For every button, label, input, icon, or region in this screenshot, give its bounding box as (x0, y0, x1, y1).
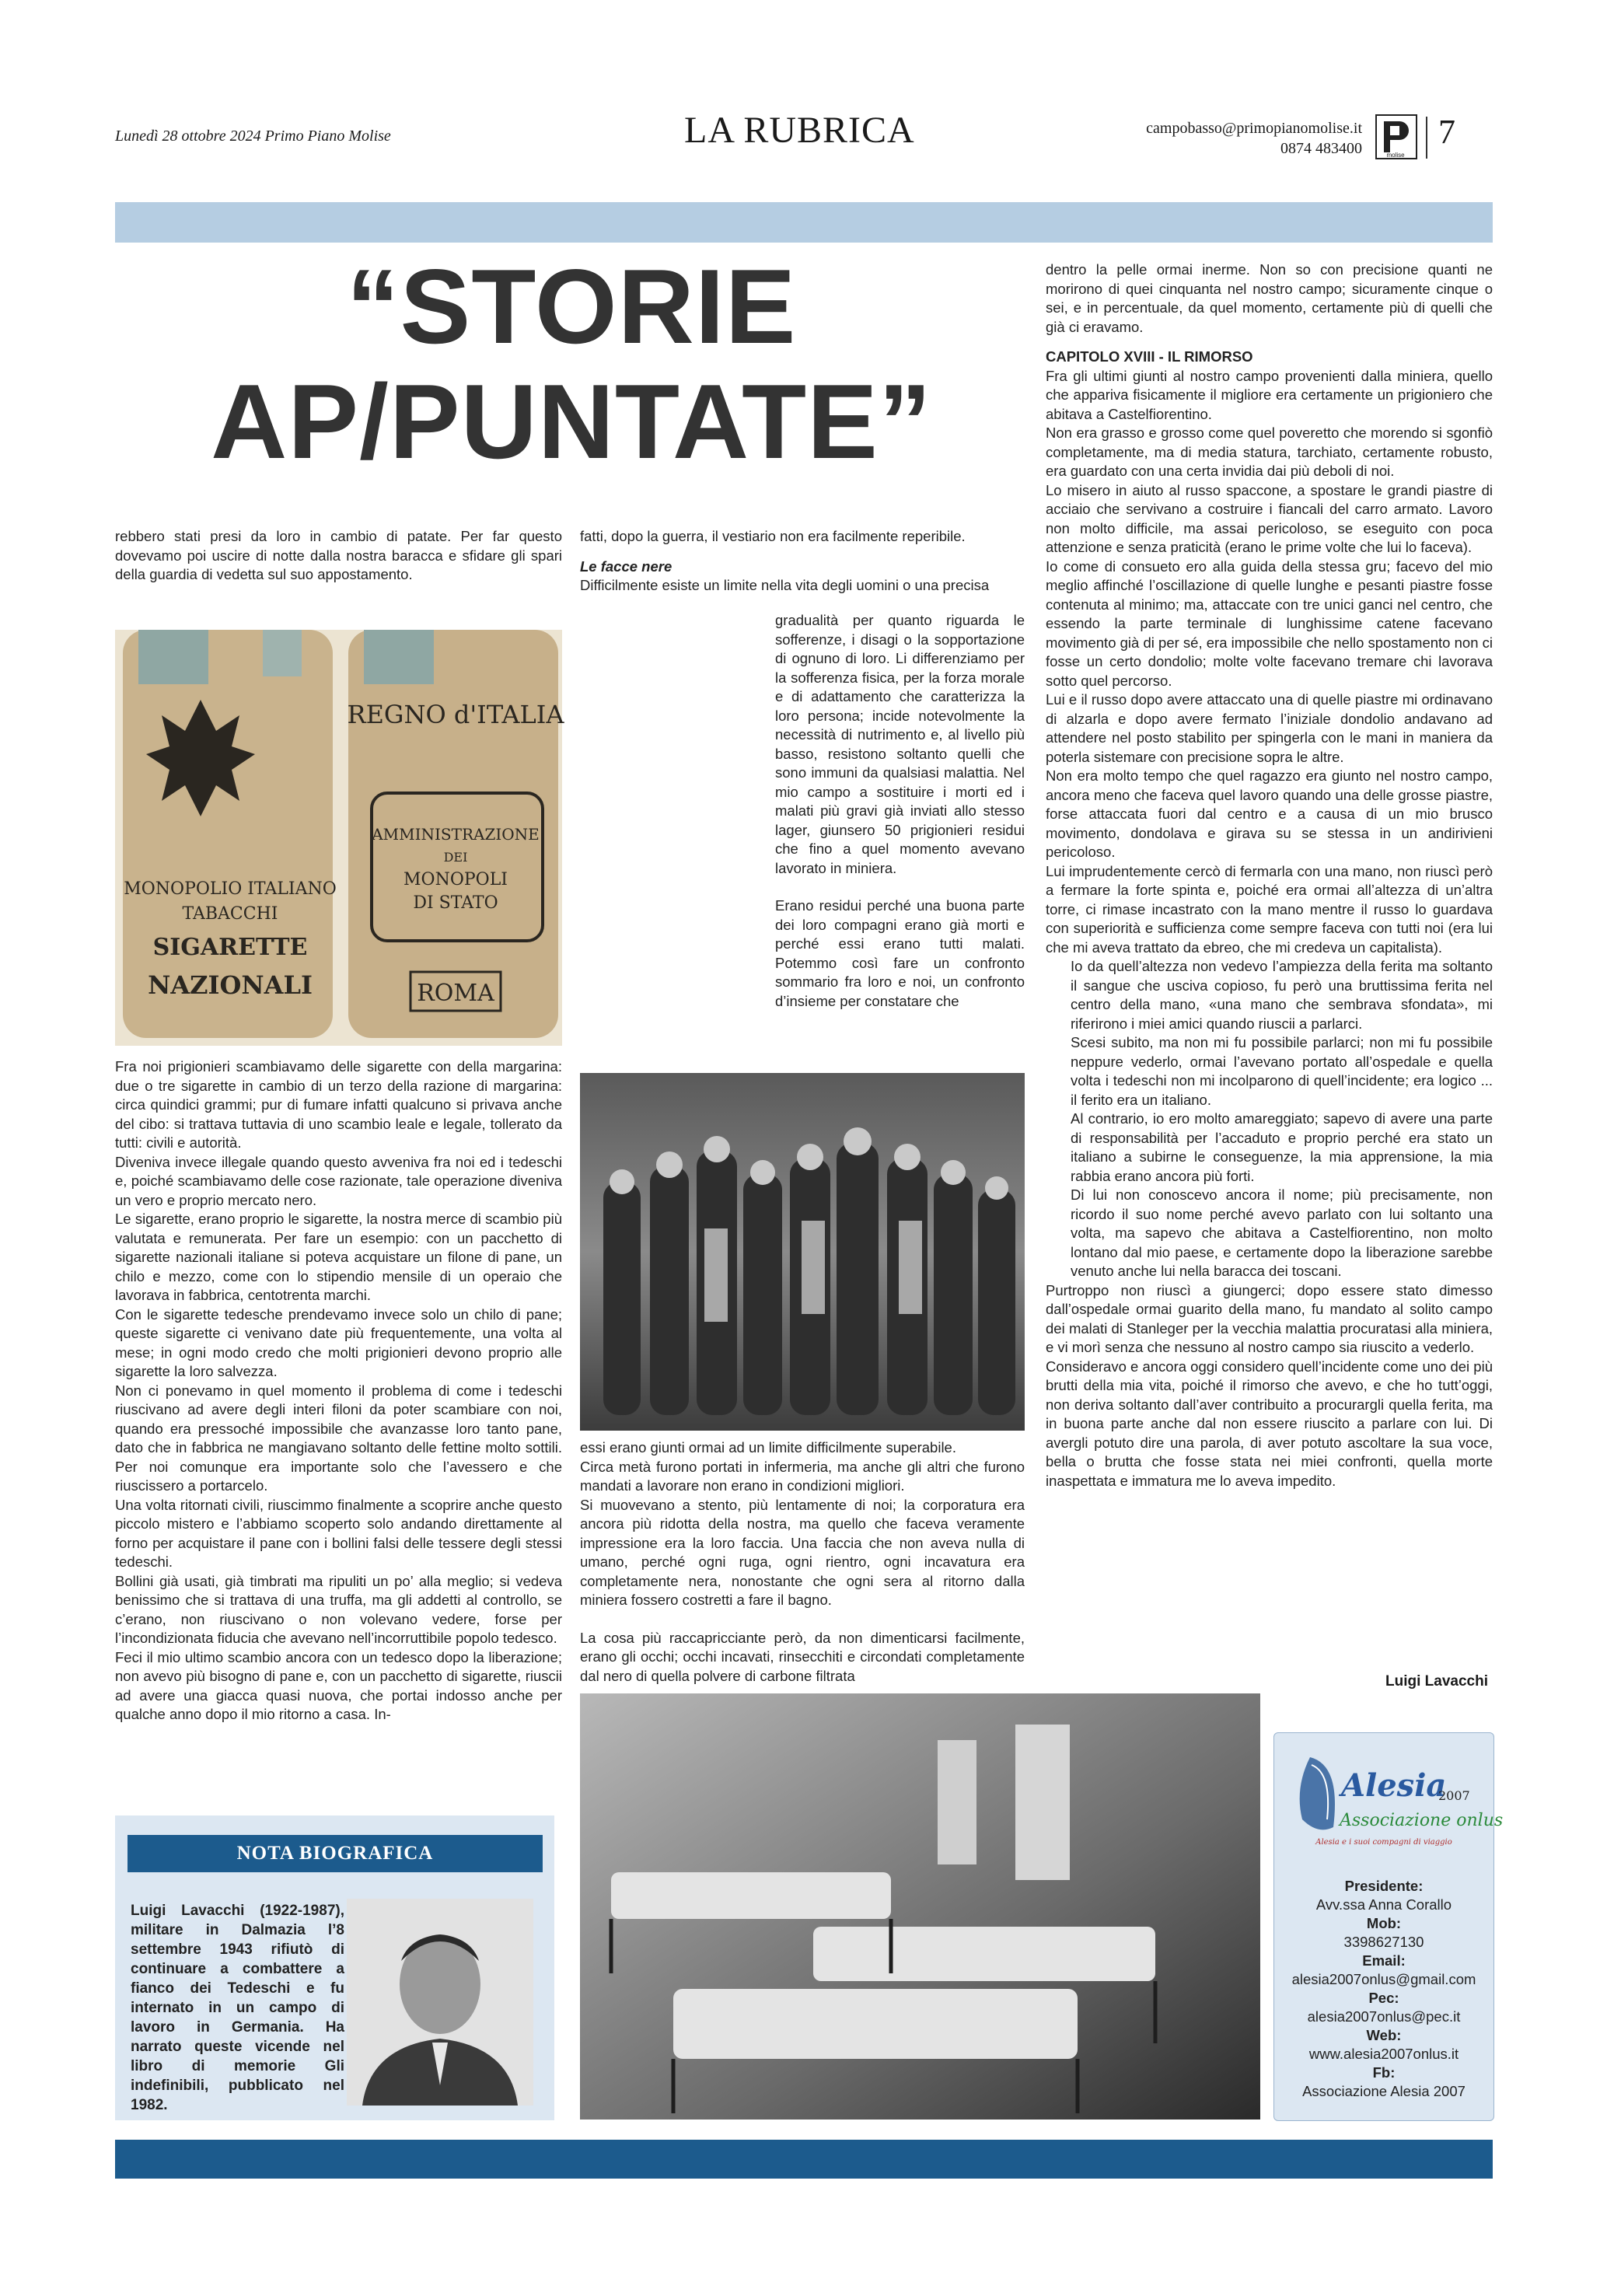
title-line-2: AP/PUNTATE” (211, 362, 932, 481)
pack-label-amm3: MONOPOLI (403, 870, 508, 889)
alesia-logo (1287, 1742, 1504, 1866)
paragraph: dentro la pelle ormai inerme. Non so con precisione quanti ne morirono di quei cinquanta nel nostro campo; sicuramente cinque o sei, e in percentuale, da quel momento, certamente più di quelli che già ci eravamo. (1046, 261, 1493, 335)
column-1-top (115, 527, 562, 585)
pack-label-amm2: DEI (443, 850, 468, 865)
presidente-value: Avv.ssa Anna Corallo (1315, 1896, 1452, 1913)
bottom-color-band (115, 2140, 1493, 2179)
paragraph: Non ci ponevamo in quel momento il problema di come i tedeschi riuscivano ad avere degli interi filoni da poter scambiare con noi, quando era pressoché impossibile che avanzasse loro tanto pane, dato che in fabbrica ne mangiavano soltanto delle fettine molto sottili. Per noi comunque era importante solo che l’avessero e che riuscissero a portarcelo. (115, 1382, 562, 1494)
paragraph: Io da quell’altezza non vedevo l’ampiezza della ferita ma soltanto il sangue che usciva copioso, fu però una bruttissima ferita nel centro della mano, «una mano che sembrava sfondata», mi riferirono i miei amici quando riuscii a parlarci. (1071, 958, 1493, 1032)
paragraph: Lo misero in aiuto al russo spaccone, a spostare le grandi piastre di acciaio che servivano a costruire i fiancali del carro armato. Lavoro non molto difficile, ma assai pericoloso, se eseguito con poca attenzione e senza praticità (erano le prime volte che lui lo faceva). (1046, 481, 1493, 555)
cigarette-packs-photo (115, 630, 562, 1046)
prisoners-photo (580, 1073, 1025, 1431)
header-phone: 0874 483400 (1280, 140, 1362, 157)
mob-label: Mob: (1366, 1915, 1402, 1931)
author-signature: Luigi Lavacchi (1385, 1673, 1488, 1690)
column-2-bottom (580, 1438, 1025, 1686)
pack-label-tabacchi: TABACCHI (182, 904, 278, 924)
paragraph: Fra noi prigionieri scambiavamo delle sigarette con della margarina: due o tre sigarette in cambio di un terzo della razione di margarina: circa quindici grammi; pur di fumare infatti qualcuno si privava anche del cibo: si trattava tuttavia di uno scambio leale e legale, tollerato da tutti: civili e autorità. (115, 1058, 562, 1151)
paragraph: gradualità per quanto riguarda le sofferenze, i disagi o la sopportazione di ognuno di loro. Li differenziamo per la sofferenza fisica, per la forza morale e di adattamento che caratterizza la loro persona; incide notevolmente la necessità di nutrimento e, al livello più basso, resistono soltanto quelli che sono immuni da qualsiasi malattia. Nel mio campo a sostituire i morti ed i malati più gravi già inviati allo stesso lager, giunsero 50 prigionieri residui che fino a quel momento avevano lavorato in miniera. (775, 612, 1025, 876)
web-label: Web: (1366, 2027, 1402, 2043)
paragraph: Non era grasso e grosso come quel poveretto che morendo si sgonfiò completamente, ma di media statura, tarchiato, certamente robusto, era guardato con una certa invidia dai più deboli di noi. (1046, 425, 1493, 479)
fb-value[interactable]: Associazione Alesia 2007 (1302, 2083, 1466, 2099)
paragraph: Lui e il russo dopo avere attaccato una di quelle piastre mi ordinavano di alzarla e dopo avere fermato l’iniziale dondolio andavano ad attendere nel posto stabilito per spingerla con le mani in maniera da poterla sistemare con precisione sopra le altre. (1046, 691, 1493, 765)
bio-text: Luigi Lavacchi (1922-1987), militare in Dalmazia l’8 settembre 1943 rifiutò di continuare a combattere a fianco dei Tedeschi e fu internato in un campo di lavoro in Germania. Ha narrato queste vicende nel libro di memorie Gli indefinibili, pubblicato nel 1982. (131, 1903, 344, 2113)
paragraph: Si muovevano a stento, più lentamente di noi; la corporatura era ancora più ridotta della nostra, ma quello che faceva veramente impressione era la loro faccia. Una faccia che non aveva nulla di umano, perché ogni ruga, ogni rientro, ogni incavatura era completamente nera, nonostante che ogni sera al ritorno dalla miniera fossero costretti a fare il bagno. (580, 1496, 1025, 1608)
fb-label: Fb: (1372, 2064, 1396, 2081)
section-title: LA RUBRICA (684, 110, 915, 151)
web-value[interactable]: www.alesia2007onlus.it (1308, 2046, 1459, 2062)
chapter-heading: CAPITOLO XVIII - IL RIMORSO (1046, 348, 1253, 365)
pack-label-regno: REGNO d'ITALIA (347, 700, 564, 729)
paragraph: Scesi subito, ma non mi fu possibile parlarci; non mi fu possibile neppure vederlo, ormai l’avevano portato all’ospedale e quella volta i tedeschi non mi incolparono di quell’incidente; era logico ... il ferito era un italiano. (1071, 1034, 1493, 1108)
pec-value[interactable]: alesia2007onlus@pec.it (1307, 2008, 1461, 2025)
alesia-logo-name: Alesia (1341, 1767, 1447, 1804)
pack-label-roma: ROMA (417, 980, 494, 1007)
eagle-emblem-icon (146, 700, 255, 816)
paragraph: Al contrario, io ero molto amareggiato; sapevo di avere una parte di responsabilità per l’accaduto e proprio perché era stato un italiano a subirne le conseguenze, la mia apprensione, la mia rabbia erano ancora più forti. (1071, 1110, 1493, 1184)
article-title (117, 249, 1026, 479)
logo-text: molise (1386, 152, 1405, 159)
header-contacts (1120, 118, 1362, 159)
header-date-publication: Lunedì 28 ottobre 2024 Primo Piano Molise (115, 128, 391, 145)
alesia-logo-sub: Associazione onlus (1340, 1811, 1504, 1830)
top-color-band (115, 202, 1493, 243)
pack-label-monopolio: MONOPOLIO ITALIANO (124, 879, 337, 899)
paragraph: Circa metà furono portati in infermeria, ma anche gli altri che furono mandati a lavorare non erano in condizioni migliori. (580, 1458, 1025, 1494)
paragraph: La cosa più raccapricciante però, da non dimenticarsi facilmente, erano gli occhi; occhi incavati, rinsecchiti e circondati completamente dal nero di quella polvere di carbone filtrata (580, 1629, 1025, 1684)
alesia-contacts (1275, 1877, 1493, 2101)
email-value[interactable]: alesia2007onlus@gmail.com (1291, 1971, 1476, 1987)
paragraph: Le sigarette, erano proprio le sigarette, la nostra merce di scambio più valutata e remunerata. Per fare un esempio: con un pacchetto di sigarette nazionali italiane si poteva acquistare un filone di pane, un chilo e mezzo, come con lo stipendio mensile di un operaio che lavorava in fabbrica, centotrenta marchi. (115, 1211, 562, 1303)
pec-label: Pec: (1368, 1990, 1399, 2006)
newspaper-logo-icon (1375, 114, 1418, 160)
page-number: 7 (1438, 113, 1455, 151)
alesia-logo-tagline: Alesia e i suoi compagni di viaggio (1315, 1838, 1452, 1847)
pack-label-nazionali: NAZIONALI (148, 970, 313, 1000)
paragraph: Con le sigarette tedesche prendevamo invece solo un chilo di pane; queste sigarette ci venivano date più frequentemente, una volta al mese; in ogni modo credo che molti prigionieri devono proprio alle sigarette la loro salvezza. (115, 1305, 562, 1379)
column-2-narrow (775, 611, 1025, 1011)
column-3 (1046, 260, 1493, 1490)
header-email[interactable]: campobasso@primopianomolise.it (1146, 120, 1362, 137)
paragraph: Purtroppo non riuscì a giungerci; dopo essere stato dimesso dall’ospedale ormai guarito della mano, fu mandato al solito campo dei malati di Stanleger per la vecchia malattia procuratasi alla miniera, e vi morì senza che nessuno al nostro campo sia riuscito a vederlo. (1046, 1281, 1493, 1355)
pack-label-sigarette: SIGARETTE (152, 934, 308, 961)
mob-value[interactable]: 3398627130 (1343, 1934, 1424, 1950)
paragraph: Una volta ritornati civili, riuscimmo finalmente a scoprire anche questo piccolo mistero e l’abbiamo scoperto solo andando direttamente al forno per acquistare il pane con i bollini falsi delle tessere degli stessi tedeschi. (115, 1496, 562, 1570)
paragraph: essi erano giunti ormai ad un limite difficilmente superabile. (580, 1439, 956, 1456)
paragraph: rebbero stati presi da loro in cambio di patate. Per far questo dovevamo poi uscire di notte dalla nostra baracca e sfidare gli spari della guardia di vedetta sul suo appostamento. (115, 528, 562, 582)
presidente-label: Presidente: (1344, 1878, 1424, 1894)
paragraph: Di lui non conoscevo ancora il nome; più precisamente, non ricordo il suo nome perché avevo parlato con lui soltanto una volta, ma sapevo che abitava a Castelfiorentino, non molto lontano dal mio paese, e certamente dopo la liberazione sarebbe venuto anche lui nella baracca dei toscani. (1071, 1186, 1493, 1279)
paragraph: Non era molto tempo che quel ragazzo era giunto nel nostro campo, ancora meno che faceva quel lavoro quando una delle grosse piastre, forse attaccata fuori dal centro e a causa di un mio brusco movimento, dondolava e girava su se stessa in un andirivieni pericoloso. (1046, 767, 1493, 860)
header-separator (1426, 117, 1427, 159)
pack-label-amm1: AMMINISTRAZIONE (372, 825, 540, 844)
column-2-top (580, 527, 1025, 596)
paragraph: fatti, dopo la guerra, il vestiario non era facilmente reperibile. (580, 528, 966, 544)
email-label: Email: (1362, 1952, 1406, 1969)
paragraph: Bollini già usati, già timbrati ma ripuliti un po’ alla meglio; si vedeva benissimo che si trattava di una truffa, ma gli addetti al controllo, se c’erano, non riuscivano o non volevano vedere, forse per l’incondizionata fiducia che avevano nell’incorruttibile popolo tedesco. (115, 1572, 562, 1646)
pack-label-amm4: DI STATO (413, 893, 498, 913)
author-portrait-photo (347, 1899, 533, 2106)
paragraph: Consideravo e ancora oggi considero quell’incidente come uno dei più brutti della mia vita, poiché il rimorso che avevo, e che ho tutt’oggi, non deriva soltanto dall’aver contribuito a procurargli quella ferita, ma in buona parte anche dal non essere riuscito a parlare con lui. Di avergli potuto dire una parola, di aver potuto ascoltare la sua voce, bella o brutta che fosse stata nei miei confronti, quella morte inaspettata e immatura me lo aveva impedito. (1046, 1358, 1493, 1489)
subheading-facce-nere: Le facce nere (580, 557, 672, 575)
column-1-main (115, 1057, 562, 1725)
title-line-1: “STORIE (346, 247, 797, 365)
paragraph: Difficilmente esiste un limite nella vita degli uomini o una precisa (580, 577, 990, 593)
paragraph: Fra gli ultimi giunti al nostro campo provenienti dalla miniera, quello che appariva fisicamente il migliore era certamente un prigioniero che abitava a Castelfiorentino. (1046, 367, 1493, 422)
paragraph: Feci il mio ultimo scambio ancora con un tedesco dopo la liberazione; non avevo più bisogno di pane e, con un pacchetto di sigarette, riuscii ad avere una giacca quasi nuova, che portai indosso anche per qualche anno dopo il mio ritorno a casa. In- (115, 1648, 562, 1722)
paragraph: Io come di consueto ero alla guida della stessa gru; facevo del mio meglio affinché l’oscillazione di quelle lunghe e pesanti piastre fosse contenuta al minimo; ma, attaccate con tre unici ganci nel centro, che essendo la parte terminale di lunghissime catene facevano movimento già di per sé, era impossibile che nello spostamento non ci fosse un certo dondolio; molte volte facevano tremare chi lavorava sotto quel percorso. (1046, 557, 1493, 689)
paragraph: Diveniva invece illegale quando questo avveniva fra noi ed i tedeschi e, poiché scambiavamo delle cose razionate, tale operazione diveniva un vero e proprio mercato nero. (115, 1153, 562, 1208)
bio-heading: NOTA BIOGRAFICA (128, 1835, 543, 1872)
alesia-logo-year: 2007 (1438, 1788, 1470, 1803)
paragraph: Erano residui perché una buona parte dei loro compagni erano già morti e perché essi erano tutti malati. Potemmo così fare un confronto sommario fra loro e noi, un confronto d’insieme per constatare che (775, 897, 1025, 1009)
infirmary-photo (580, 1693, 1260, 2120)
paragraph: Lui imprudentemente cercò di fermarla con una mano, non riuscì però a fermare la forte spinta e, poiché era ormai all’altezza di un’altra torre, ci rimase incastrato con la mano mentre il russo lo guardava con superiorità e sufficienza come sempre faceva con tutti noi (era lui che mi aveva trattato da ebreo, che mi credeva un capitalista). (1046, 862, 1493, 956)
